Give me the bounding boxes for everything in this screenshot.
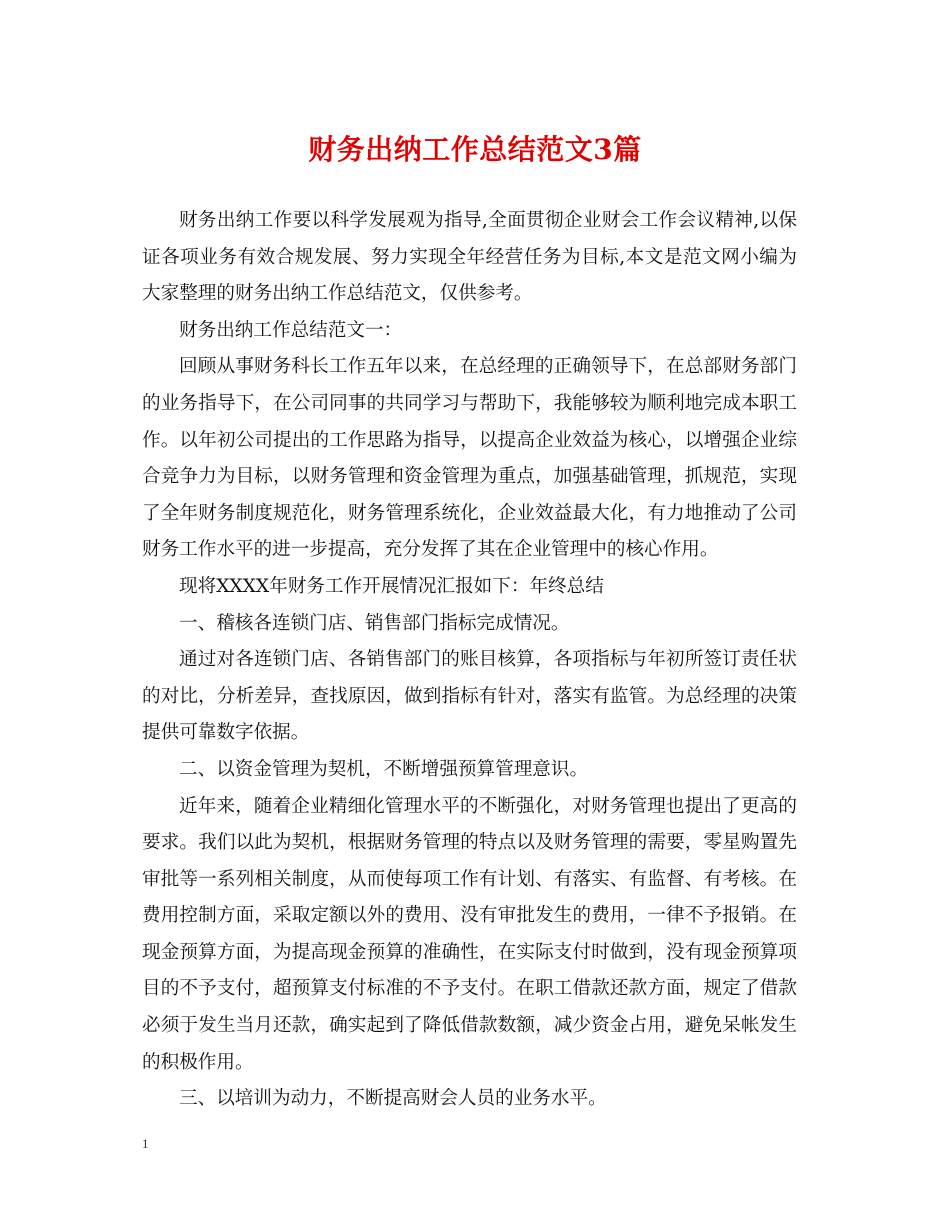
document-title: 财务出纳工作总结范文3篇 — [308, 133, 642, 166]
document-body — [142, 203, 797, 1118]
page-number: 1 — [142, 1136, 149, 1151]
paragraph-section-three: 三、以培训为动力，不断提高财会人员的业务水平。 — [179, 1088, 607, 1110]
paragraph-review: 回顾从事财务科长工作五年以来，在总经理的正确领导下，在总部财务部门的业务指导下，在公司同事的共同学习与帮助下，我能够较为顺利地完成本职工作。以年初公司提出的工作思路为指导，以提高企业效益为核心，以增强企业综合竞争力为目标，以财务管理和资金管理为重点，加强基础管理，抓规范，实现了全年财务制度规范化，财务管理系统化，企业效益最大化，有力地推动了公司财务工作水平的进一步提高，充分发挥了其在企业管理中的核心作用。 — [142, 356, 797, 561]
paragraph-section-two: 二、以资金管理为契机，不断增强预算管理意识。 — [179, 758, 589, 780]
paragraph-heading-sample-one: 财务出纳工作总结范文一： — [179, 319, 403, 341]
paragraph-intro: 财务出纳工作要以科学发展观为指导,全面贯彻企业财会工作会议精神,以保证各项业务有效合规发展、努力实现全年经营任务为目标,本文是范文网小编为大家整理的财务出纳工作总结范文，仅供参考。 — [142, 210, 797, 305]
paragraph-section-two-body: 近年来，随着企业精细化管理水平的不断强化，对财务管理也提出了更高的要求。我们以此为契机，根据财务管理的特点以及财务管理的需要，零星购置先审批等一系列相关制度，从而使每项工作有计划、有落实、有监督、有考核。在费用控制方面，采取定额以外的费用、没有审批发生的费用，一律不予报销。在现金预算方面，为提高现金预算的准确性，在实际支付时做到，没有现金预算项目的不予支付，超预算支付标准的不予支付。在职工借款还款方面，规定了借款必须于发生当月还款，确实起到了降低借款数额，减少资金占用，避免呆帐发生的积极作用。 — [142, 795, 797, 1073]
paragraph-section-one-body: 通过对各连锁门店、各销售部门的账目核算，各项指标与年初所签订责任状的对比，分析差异，查找原因，做到指标有针对，落实有监管。为总经理的决策提供可靠数字依据。 — [142, 649, 797, 744]
paragraph-report-intro: 现将XXXX年财务工作开展情况汇报如下：年终总结 — [179, 575, 604, 597]
paragraph-section-one: 一、稽核各连锁门店、销售部门指标完成情况。 — [179, 612, 570, 634]
